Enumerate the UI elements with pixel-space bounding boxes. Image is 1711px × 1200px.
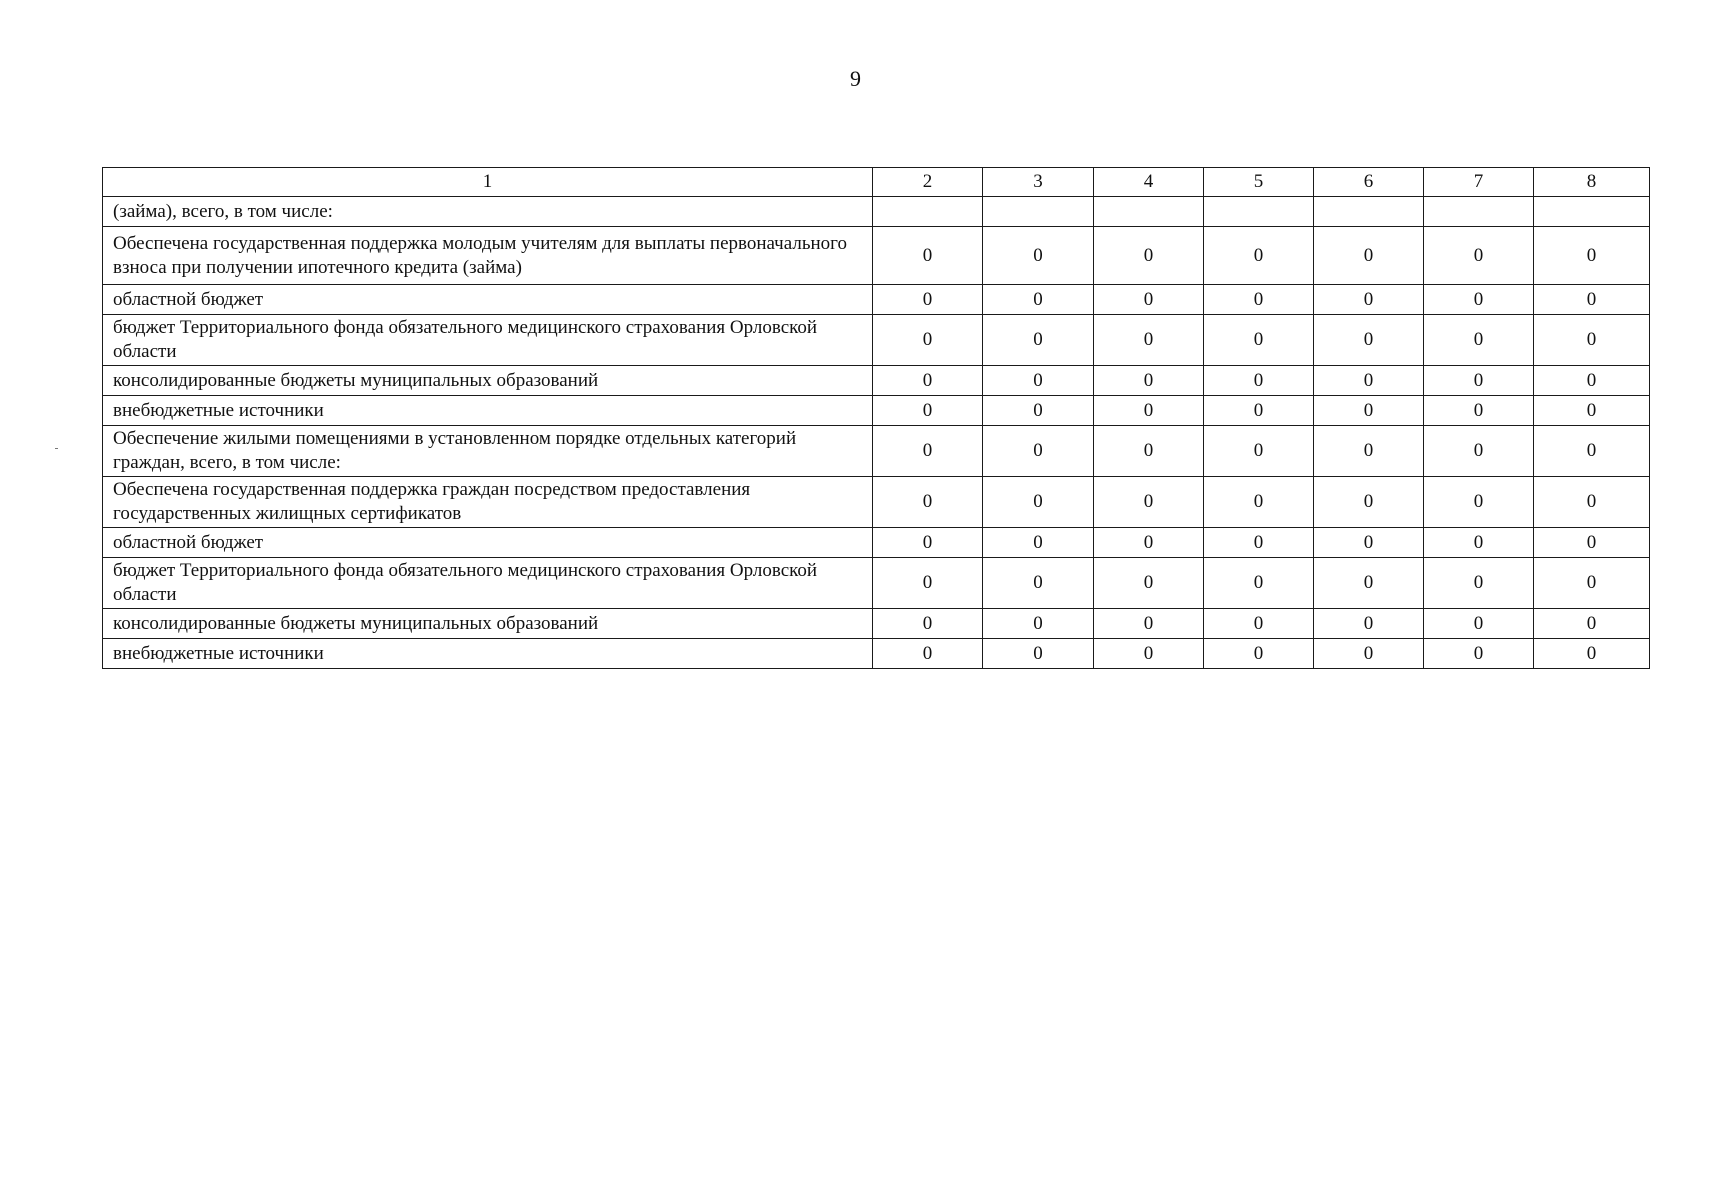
value-cell [1314,197,1424,227]
table-row [103,609,1650,639]
value-cell: 0 [1534,285,1650,315]
value-cell: 0 [873,426,983,477]
value-cell: 0 [1314,315,1424,366]
value-cell: 0 [1424,477,1534,528]
value-cell: 0 [873,558,983,609]
value-cell: 0 [1424,558,1534,609]
value-cell: 0 [1204,227,1314,285]
column-header: 2 [873,168,983,197]
value-cell: 0 [1424,227,1534,285]
value-cell: 0 [1314,426,1424,477]
value-cell: 0 [1204,558,1314,609]
value-cell: 0 [1314,558,1424,609]
value-cell: 0 [873,639,983,669]
value-cell: 0 [983,639,1094,669]
value-cell: 0 [1424,528,1534,558]
table-row [103,396,1650,426]
table-row [103,366,1650,396]
column-header: 1 [103,168,873,197]
value-cell: 0 [1204,366,1314,396]
table-row [103,285,1650,315]
value-cell: 0 [873,366,983,396]
value-cell: 0 [1534,639,1650,669]
value-cell: 0 [1424,609,1534,639]
table-row [103,426,1650,477]
column-header: 3 [983,168,1094,197]
value-cell: 0 [1534,558,1650,609]
row-label: бюджет Территориального фонда обязательного медицинского страхования Орловской области [103,315,873,366]
value-cell: 0 [1094,426,1204,477]
row-label: консолидированные бюджеты муниципальных образований [103,609,873,639]
value-cell: 0 [1314,609,1424,639]
value-cell: 0 [873,477,983,528]
value-cell: 0 [983,285,1094,315]
value-cell: 0 [1314,477,1424,528]
value-cell: 0 [983,477,1094,528]
value-cell: 0 [1534,315,1650,366]
value-cell [1424,197,1534,227]
value-cell: 0 [1204,528,1314,558]
column-header: 5 [1204,168,1314,197]
row-label: областной бюджет [103,528,873,558]
column-header: 8 [1534,168,1650,197]
page-number: 9 [850,66,861,91]
value-cell: 0 [1534,609,1650,639]
table-row [103,197,1650,227]
row-label: бюджет Территориального фонда обязательного медицинского страхования Орловской области [103,558,873,609]
row-label: (займа), всего, в том числе: [103,197,873,227]
value-cell: 0 [1204,315,1314,366]
table-row [103,639,1650,669]
value-cell: 0 [1424,426,1534,477]
scan-speck [55,448,58,449]
value-cell: 0 [1204,426,1314,477]
table-row [103,558,1650,609]
value-cell: 0 [983,426,1094,477]
row-label: Обеспечение жилыми помещениями в установленном порядке отдельных категорий граждан, всего, в том числе: [103,426,873,477]
table-body [103,168,1650,669]
value-cell [983,197,1094,227]
value-cell: 0 [1094,285,1204,315]
value-cell: 0 [1314,227,1424,285]
value-cell: 0 [983,366,1094,396]
table-row [103,227,1650,285]
value-cell: 0 [1424,315,1534,366]
value-cell: 0 [1094,315,1204,366]
value-cell: 0 [1094,528,1204,558]
value-cell: 0 [873,609,983,639]
value-cell: 0 [1534,528,1650,558]
column-header: 7 [1424,168,1534,197]
table-row [103,315,1650,366]
value-cell: 0 [1204,639,1314,669]
table-row [103,477,1650,528]
value-cell: 0 [1314,639,1424,669]
column-header: 6 [1314,168,1424,197]
value-cell: 0 [1534,477,1650,528]
value-cell: 0 [1204,285,1314,315]
value-cell: 0 [873,227,983,285]
value-cell: 0 [1204,396,1314,426]
row-label: Обеспечена государственная поддержка граждан посредством предоставления государственных жилищных сертификатов [103,477,873,528]
value-cell: 0 [1534,396,1650,426]
value-cell: 0 [983,609,1094,639]
budget-table [102,167,1650,669]
value-cell: 0 [1534,426,1650,477]
column-header: 4 [1094,168,1204,197]
value-cell: 0 [1094,609,1204,639]
table-row [103,528,1650,558]
value-cell: 0 [1424,396,1534,426]
value-cell: 0 [873,528,983,558]
value-cell: 0 [1094,227,1204,285]
row-label: областной бюджет [103,285,873,315]
value-cell: 0 [1094,396,1204,426]
value-cell: 0 [1204,477,1314,528]
value-cell: 0 [1314,396,1424,426]
value-cell [1094,197,1204,227]
value-cell: 0 [1314,528,1424,558]
value-cell: 0 [1204,609,1314,639]
row-label: Обеспечена государственная поддержка молодым учителям для выплаты первоначального взноса при получении ипотечного кредита (займа) [103,227,873,285]
value-cell: 0 [1094,477,1204,528]
value-cell: 0 [1094,366,1204,396]
value-cell [1534,197,1650,227]
value-cell: 0 [983,227,1094,285]
value-cell: 0 [1424,366,1534,396]
row-label: внебюджетные источники [103,396,873,426]
row-label: внебюджетные источники [103,639,873,669]
value-cell: 0 [1424,285,1534,315]
value-cell: 0 [1094,558,1204,609]
value-cell: 0 [873,285,983,315]
header-row [103,168,1650,197]
value-cell: 0 [1314,285,1424,315]
value-cell: 0 [1314,366,1424,396]
value-cell: 0 [1424,639,1534,669]
row-label: консолидированные бюджеты муниципальных образований [103,366,873,396]
value-cell: 0 [873,396,983,426]
value-cell: 0 [1094,639,1204,669]
value-cell: 0 [1534,227,1650,285]
value-cell: 0 [983,528,1094,558]
value-cell: 0 [1534,366,1650,396]
value-cell: 0 [983,396,1094,426]
value-cell [1204,197,1314,227]
value-cell: 0 [983,558,1094,609]
value-cell: 0 [873,315,983,366]
value-cell [873,197,983,227]
value-cell: 0 [983,315,1094,366]
